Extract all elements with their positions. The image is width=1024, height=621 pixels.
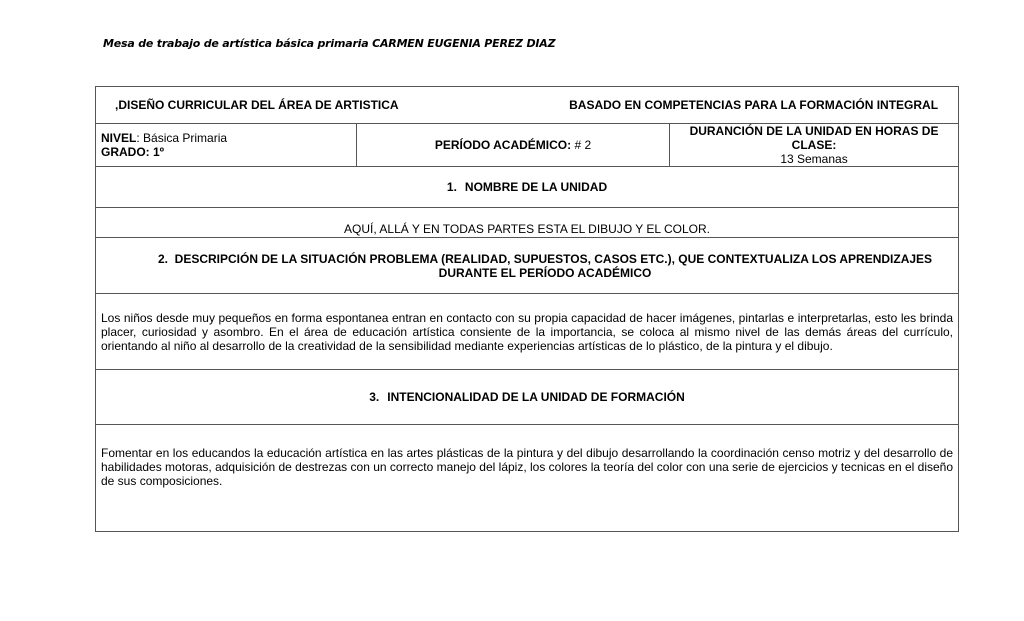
- grado-label: GRADO: 1º: [101, 145, 165, 159]
- section3-heading: [96, 370, 959, 425]
- section3-row: [96, 370, 959, 425]
- unit-name-row: [96, 208, 959, 238]
- periodo-value: # 2: [571, 138, 592, 152]
- periodo-cell: [357, 124, 670, 167]
- duracion-value: 13 Semanas: [780, 152, 848, 166]
- title-row: [96, 87, 959, 124]
- section2-heading: [96, 238, 959, 294]
- section1-title: NOMBRE DE LA UNIDAD: [464, 180, 608, 194]
- section3-text-row: [96, 425, 959, 532]
- section1-heading: [96, 167, 959, 208]
- title-left: ,DISEÑO CURRICULAR DEL ÁREA DE ARTISTICA: [115, 98, 399, 112]
- duracion-cell: [670, 124, 959, 167]
- nivel-value: : Básica Primaria: [136, 131, 228, 145]
- page-header: Mesa de trabajo de artística básica primaria CARMEN EUGENIA PEREZ DIAZ: [103, 37, 556, 50]
- section2-number: 2.: [157, 251, 168, 266]
- section3-title: INTENCIONALIDAD DE LA UNIDAD DE FORMACIÓN: [387, 390, 685, 404]
- unit-name: AQUÍ, ALLÁ Y EN TODAS PARTES ESTA EL DIBUJO Y EL COLOR.: [96, 208, 959, 238]
- duracion-label: DURANCIÓN DE LA UNIDAD EN HORAS DE CLASE:: [689, 124, 939, 152]
- section1-number: 1.: [446, 180, 457, 194]
- nivel-label: NIVEL: [101, 131, 137, 145]
- periodo-label: PERÍODO ACADÉMICO:: [434, 138, 572, 152]
- title-right: BASADO EN COMPETENCIAS PARA LA FORMACIÓN INTEGRAL: [569, 98, 939, 112]
- section2-title: DESCRIPCIÓN DE LA SITUACIÓN PROBLEMA (REALIDAD, SUPUESTOS, CASOS ETC.), QUE CONTEXTUALIZA LOS APRENDIZAJES DURANTE EL PERÍODO ACADÉMICO: [174, 251, 933, 280]
- nivel-grado-cell: [96, 124, 357, 167]
- curriculum-table: [95, 86, 959, 532]
- section2-text-row: [96, 294, 959, 370]
- section2-text: Los niños desde muy pequeños en forma espontanea entran en contacto con su propia capacidad de hacer imágenes, pintarlas e interpretarlas, esto les brinda placer, curiosidad y asombro. En el área de educación artística consiente de la importancia, se coloca al mismo nivel de las demás áreas del currículo, orientando al niño al desarrollo de la creatividad de la sensibilidad mediante experiencias artísticas de lo plástico, de la pintura y el dibujo.: [96, 294, 959, 370]
- section2-row: [96, 238, 959, 294]
- info-row: [96, 124, 959, 167]
- section3-text: Fomentar en los educandos la educación artística en las artes plásticas de la pintura y del dibujo desarrollando la coordinación censo motriz y del desarrollo de habilidades motoras, adquisición de destrezas con un correcto manejo del lápiz, los colores la teoría del color con una serie de ejercicios y tecnicas en el diseño de sus composiciones.: [96, 425, 959, 532]
- title-cell: [96, 87, 959, 124]
- section3-number: 3.: [369, 390, 380, 404]
- section1-row: [96, 167, 959, 208]
